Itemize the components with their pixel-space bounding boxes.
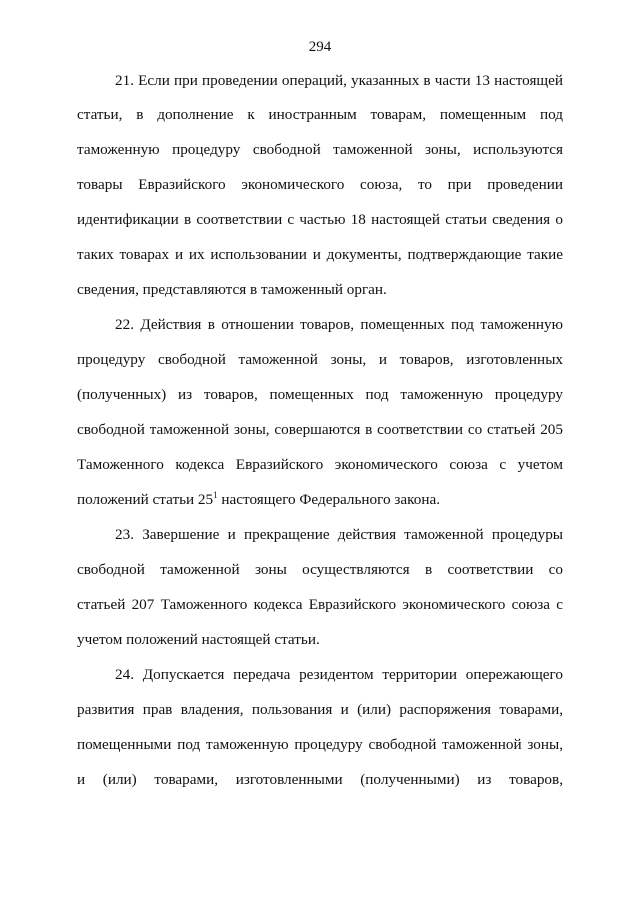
paragraph-line: свободной таможенной зоны осуществляются в соответствии со bbox=[77, 561, 563, 578]
paragraph-line: Таможенного кодекса Евразийского экономического союза с учетом bbox=[77, 456, 563, 473]
paragraph-line: и (или) товарами, изготовленными (полученными) из товаров, bbox=[77, 771, 563, 788]
paragraph-line: свободной таможенной зоны, совершаются в соответствии со статьей 205 bbox=[77, 421, 563, 438]
text-before-superscript: положений статьи 25 bbox=[77, 491, 214, 508]
paragraph-line: идентификации в соответствии с частью 18 настоящей статьи сведения о bbox=[77, 211, 563, 228]
paragraph-line: статьи, в дополнение к иностранным товарам, помещенным под bbox=[77, 106, 563, 123]
paragraph-line: 22. Действия в отношении товаров, помещенных под таможенную bbox=[115, 316, 563, 333]
paragraph-line: 24. Допускается передача резидентом территории опережающего bbox=[115, 666, 563, 683]
paragraph-line: развития прав владения, пользования и (или) распоряжения товарами, bbox=[77, 701, 563, 718]
paragraph-line: помещенными под таможенную процедуру свободной таможенной зоны, bbox=[77, 736, 563, 753]
page-number: 294 bbox=[308, 39, 332, 55]
superscript: 1 bbox=[213, 490, 218, 500]
paragraph-line: сведения, представляются в таможенный орган. bbox=[77, 281, 387, 298]
paragraph-line: статьей 207 Таможенного кодекса Евразийского экономического союза с bbox=[77, 596, 563, 613]
paragraph-line: товары Евразийского экономического союза, то при проведении bbox=[77, 176, 563, 193]
paragraph-line: процедуру свободной таможенной зоны, и товаров, изготовленных bbox=[77, 351, 563, 368]
text-after-superscript: настоящего Федерального закона. bbox=[217, 491, 440, 508]
paragraph-line: (полученных) из товаров, помещенных под таможенную процедуру bbox=[77, 386, 563, 403]
paragraph-line: таких товарах и их использовании и документы, подтверждающие такие bbox=[77, 246, 563, 263]
paragraph-line: 23. Завершение и прекращение действия таможенной процедуры bbox=[115, 526, 563, 543]
paragraph-line: таможенную процедуру свободной таможенной зоны, используются bbox=[77, 141, 563, 158]
paragraph-line: 21. Если при проведении операций, указанных в части 13 настоящей bbox=[115, 72, 563, 89]
paragraph-line: учетом положений настоящей статьи. bbox=[77, 631, 320, 648]
paragraph-line-with-superscript bbox=[77, 490, 563, 510]
